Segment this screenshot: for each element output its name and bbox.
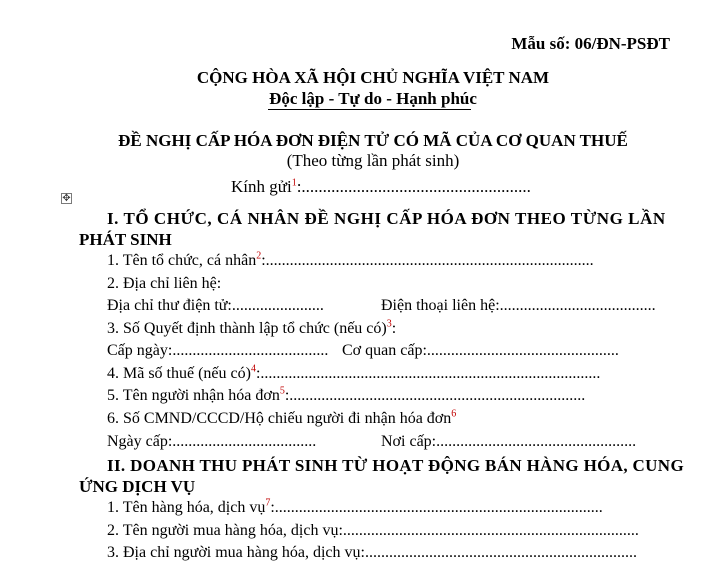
- country-heading: CỘNG HÒA XÃ HỘI CHỦ NGHĨA VIỆT NAM: [196, 68, 550, 87]
- doc-subtitle: (Theo từng lần phát sinh): [286, 151, 460, 170]
- motto-underline: [268, 109, 471, 110]
- section1-heading: I. TỔ CHỨC, CÁ NHÂN ĐỀ NGHỊ CẤP HÓA ĐƠN THEO TỪNG LẦN: [107, 209, 666, 228]
- section2-heading: II. DOANH THU PHÁT SINH TỪ HOẠT ĐỘNG BÁN HÀNG HÓA, CUNG: [107, 456, 685, 475]
- field-label: 3. Số Quyết định thành lập tổ chức (nếu có): [107, 320, 387, 337]
- field-issue-date: Cấp ngày:.......................................: [107, 342, 329, 359]
- field-buyer-address: 3. Địa chỉ người mua hàng hóa, dịch vụ:....................................................................: [107, 544, 637, 561]
- field-decision-no: [107, 320, 396, 338]
- field-issuer: Cơ quan cấp:................................................: [342, 342, 619, 359]
- footnote-ref: 2: [256, 250, 262, 262]
- field-id-number: [107, 410, 456, 428]
- footnote-ref: 6: [451, 408, 457, 420]
- field-id-date: Ngày cấp:....................................: [107, 433, 317, 450]
- form-code: Mẫu số: 06/ĐN-PSĐT: [511, 34, 670, 53]
- field-id-place: Nơi cấp:..................................................: [381, 433, 637, 450]
- field-fill: :..................................................................................: [261, 252, 594, 269]
- section2-heading-cont: ỨNG DỊCH VỤ: [79, 477, 196, 496]
- field-label: 1. Tên hàng hóa, dịch vụ: [107, 499, 266, 516]
- field-label: 4. Mã số thuế (nếu có): [107, 365, 251, 382]
- footnote-ref: 4: [250, 363, 256, 375]
- table-move-handle-icon[interactable]: ✥: [62, 193, 71, 204]
- footnote-ref: 1: [291, 177, 297, 189]
- greeting-fill: :......................................................: [296, 177, 531, 196]
- greeting-line: [231, 177, 531, 197]
- field-address: 2. Địa chỉ liên hệ:: [107, 275, 222, 292]
- field-label: 6. Số CMND/CCCD/Hộ chiếu người đi nhận hóa đơn: [107, 410, 452, 427]
- field-fill: :..................................................................................: [270, 499, 603, 516]
- motto: Độc lập - Tự do - Hạnh phúc: [269, 89, 477, 108]
- field-fill: :..........................................................................: [284, 387, 586, 404]
- field-tax-code: [107, 365, 600, 383]
- footnote-ref: 5: [279, 385, 285, 397]
- footnote-ref: 7: [265, 497, 271, 509]
- doc-title: ĐỀ NGHỊ CẤP HÓA ĐƠN ĐIỆN TỬ CÓ MÃ CỦA CƠ QUAN THUẾ: [118, 131, 628, 150]
- field-fill: :: [391, 320, 397, 337]
- field-phone: Điện thoại liên hệ:.......................................: [381, 297, 656, 314]
- field-label: 5. Tên người nhận hóa đơn: [107, 387, 280, 404]
- field-org-name: [107, 252, 594, 270]
- field-label: 1. Tên tổ chức, cá nhân: [107, 252, 257, 269]
- greeting-label: Kính gửi: [231, 177, 292, 196]
- field-recipient: [107, 387, 585, 405]
- field-buyer-name: 2. Tên người mua hàng hóa, dịch vụ:..........................................................................: [107, 522, 639, 539]
- field-fill: :.....................................................................................: [255, 365, 601, 382]
- section1-heading-cont: PHÁT SINH: [79, 230, 172, 249]
- footnote-ref: 3: [386, 318, 392, 330]
- field-email: Địa chỉ thư điện tử:.......................: [107, 297, 324, 314]
- field-goods-name: [107, 499, 603, 517]
